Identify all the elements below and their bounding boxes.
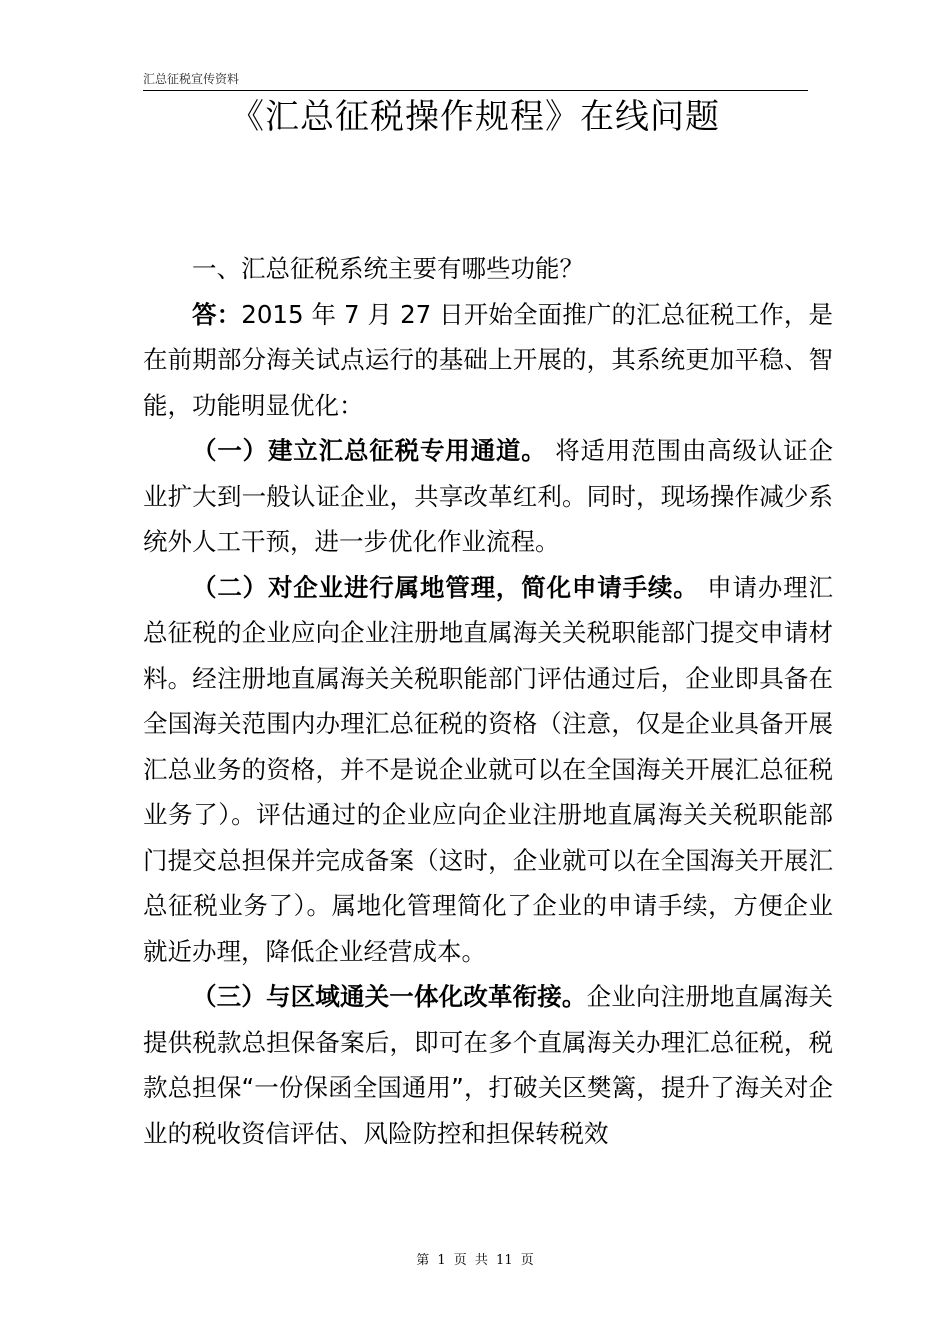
header-text: 汇总征税宣传资料 xyxy=(143,72,240,86)
answer-paragraph xyxy=(143,292,833,429)
answer-intro: 2015 年 7 月 27 日开始全面推广的汇总征税工作，是在前期部分海关试点运行的基础上开展的，其系统更加平稳、智能，功能明显优化： xyxy=(143,299,833,420)
item-paragraph-2 xyxy=(143,565,833,975)
document-body xyxy=(143,246,833,1156)
item-text-3: 企业向注册地直属海关提供税款总担保备案后，即可在多个直属海关办理汇总征税，税款总担保“一份保函全国通用”，打破关区樊篱，提升了海关对企业的税收资信评估、风险防控和担保转税效 xyxy=(143,982,834,1148)
page-number: 第 1 页 共 11 页 xyxy=(416,1253,534,1268)
page-header xyxy=(143,70,808,91)
item-paragraph-3 xyxy=(143,974,833,1156)
document-title: 《汇总征税操作规程》在线问题 xyxy=(230,97,720,137)
item-heading-1: （一）建立汇总征税专用通道。 xyxy=(192,436,547,465)
item-text-1: 将适用范围由高级认证企业扩大到一般认证企业，共享改革红利。同时，现场操作减少系统外人工干预，进一步优化作业流程。 xyxy=(143,436,833,556)
item-heading-2: （二）对企业进行属地管理，简化申请手续。 xyxy=(192,572,699,602)
item-paragraph-1 xyxy=(143,428,833,565)
item-heading-3: （三）与区域通关一体化改革衔接。 xyxy=(192,982,587,1011)
item-text-2: 申请办理汇总征税的企业应向企业注册地直属海关关税职能部门提交申请材料。经注册地直属海关关税职能部门评估通过后，企业即具备在全国海关范围内办理汇总征税的资格（注意，仅是企业具备开展汇总业务的资格，并不是说企业就可以在全国海关开展汇总征税业务了）。评估通过的企业应向企业注册地直属海关关税职能部门提交总担保并完成备案（这时，企业就可以在全国海关开展汇总征税业务了）。属地化管理简化了企业的申请手续，方便企业就近办理，降低企业经营成本。 xyxy=(143,572,833,966)
page-footer xyxy=(0,1249,950,1268)
answer-label: 答： xyxy=(192,299,242,329)
question-heading: 一、汇总征税系统主要有哪些功能？ xyxy=(192,254,584,283)
